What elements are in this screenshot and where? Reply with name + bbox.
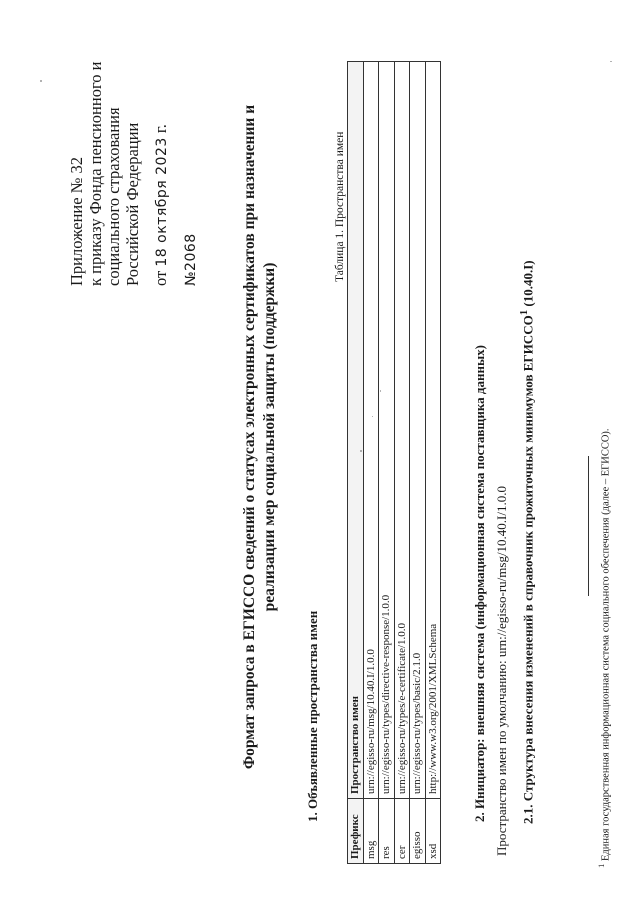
appendix-date bbox=[152, 61, 172, 286]
default-namespace-line: Пространство имен по умолчанию: urn://egisso-ru/msg/10.40.I/1.0.0 bbox=[494, 486, 509, 856]
footnote-reference: 1 bbox=[518, 309, 530, 316]
appendix-date-value: 18 октября 2023 bbox=[154, 137, 170, 267]
scan-speck bbox=[610, 61, 612, 62]
scan-speck bbox=[372, 416, 373, 417]
appendix-date-prefix: от bbox=[151, 270, 170, 286]
appendix-line-1: Приложение № 32 bbox=[67, 156, 86, 286]
appendix-line-4: Российской Федерации bbox=[122, 122, 142, 286]
namespace-cell: http://www.w3.org/2001/XMLSchema bbox=[425, 62, 441, 799]
section-1-heading: 1. Объявленные пространства имен bbox=[305, 610, 320, 822]
namespaces-table bbox=[347, 61, 441, 864]
table-row bbox=[410, 62, 426, 864]
appendix-date-suffix: г. bbox=[151, 124, 170, 134]
footnote bbox=[596, 428, 612, 868]
namespace-cell: urn://egisso-ru/types/directive-response/1.0.0 bbox=[379, 62, 395, 799]
namespace-cell: urn://egisso-ru/msg/10.40.I/1.0.0 bbox=[363, 62, 379, 799]
section-2-heading: 2. Инициатор: внешняя система (информационная система поставщика данных) bbox=[472, 345, 487, 822]
namespace-cell: urn://egisso-ru/types/e-certificate/1.0.0 bbox=[394, 62, 410, 799]
footnote-text: Единая государственная информационная система социального обеспечения (далее – ЕГИССО). bbox=[600, 428, 612, 864]
namespace-cell: urn://egisso-ru/types/basic/2.1.0 bbox=[410, 62, 426, 799]
scan-speck bbox=[40, 80, 42, 82]
table-row bbox=[425, 62, 441, 864]
scan-speck bbox=[380, 390, 381, 392]
appendix-line-3: социального страхования bbox=[104, 107, 123, 286]
table-row bbox=[363, 62, 379, 864]
table-row bbox=[394, 62, 410, 864]
table-row bbox=[379, 62, 395, 864]
table-caption: Таблица 1. Пространства имен bbox=[334, 131, 346, 282]
prefix-cell: msg bbox=[363, 799, 379, 864]
table-header-row bbox=[348, 62, 364, 864]
section-2-1-heading bbox=[518, 260, 536, 824]
prefix-cell: res bbox=[379, 799, 395, 864]
column-header-namespace: Пространство имен bbox=[348, 62, 364, 799]
scan-speck bbox=[360, 450, 362, 452]
appendix-number: №2068 bbox=[182, 233, 199, 286]
section-2-1-code: (10.40.I) bbox=[520, 260, 536, 310]
appendix-line-2: к приказу Фонда пенсионного и bbox=[85, 61, 105, 286]
footnote-mark: 1 bbox=[596, 863, 606, 868]
prefix-cell: egisso bbox=[410, 799, 426, 864]
prefix-cell: xsd bbox=[425, 799, 441, 864]
footnote-separator bbox=[588, 456, 589, 596]
column-header-prefix: Префикс bbox=[348, 799, 364, 864]
document-title: Формат запроса в ЕГИССО сведений о статусах электронных сертификатов при назначении и реализации мер социальной защиты (поддержки) bbox=[241, 104, 278, 770]
section-2-1-text: 2.1. Структура внесения изменений в справочник прожиточных минимумов ЕГИССО bbox=[520, 315, 536, 824]
prefix-cell: cer bbox=[394, 799, 410, 864]
appendix-block bbox=[68, 61, 200, 286]
